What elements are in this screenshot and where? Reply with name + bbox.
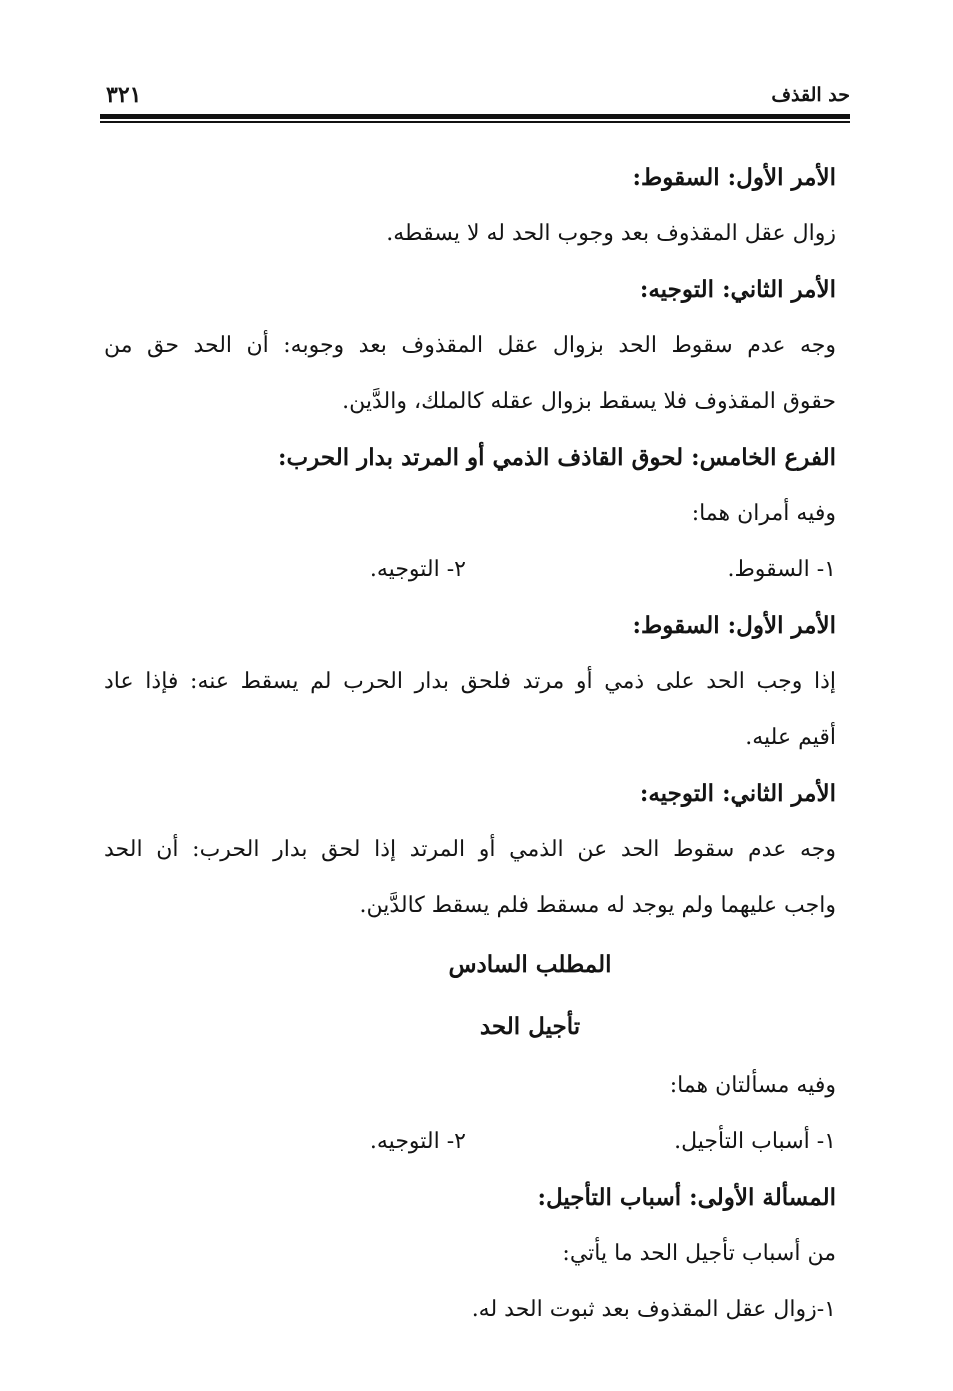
- running-header: [100, 78, 850, 114]
- chapter-section-title: المطلب السادس: [448, 951, 612, 978]
- chapter-title: حد القذف: [771, 84, 850, 106]
- page-number: ٣٢١: [106, 82, 142, 108]
- section-heading: المسألة الأولى: أسباب التأجيل:: [537, 1184, 836, 1211]
- paragraph-line: إذا وجب الحد على ذمي أو مرتد فلحق بدار الحرب لم يسقط عنه: فإذا عاد: [104, 669, 836, 694]
- paragraph-line: حقوق المقذوف فلا يسقط بزوال عقله كالملك، والدَّين.: [342, 389, 836, 414]
- page-body: [104, 150, 836, 1338]
- paragraph-line: واجب عليهما ولم يوجد له مسقط فلم يسقط كالدَّين.: [359, 893, 836, 918]
- section-heading: الفرع الخامس: لحوق القاذف الذمي أو المرتد بدار الحرب:: [278, 444, 836, 471]
- paragraph-line: وجه عدم سقوط الحد بزوال عقل المقذوف بعد وجوبه: أن الحد حق من: [104, 333, 836, 358]
- chapter-section-subtitle: تأجيل الحد: [479, 1013, 581, 1040]
- paragraph-line: أقيم عليه.: [745, 725, 836, 750]
- paragraph-line: زوال عقل المقذوف بعد وجوب الحد له لا يسقطه.: [386, 221, 836, 246]
- subheading: الأمر الأول: السقوط:: [632, 164, 836, 191]
- header-rule-thick: [100, 114, 850, 119]
- enumerated-list: [104, 542, 836, 598]
- list-item: ٢- التوجيه.: [369, 1129, 466, 1154]
- list-item: ١- أسباب التأجيل.: [674, 1129, 836, 1154]
- paragraph-line: ١-زوال عقل المقذوف بعد ثبوت الحد له.: [471, 1297, 836, 1322]
- paragraph-line: من أسباب تأجيل الحد ما يأتي:: [562, 1241, 836, 1266]
- list-item: ٢- التوجيه.: [369, 557, 466, 582]
- subheading: الأمر الثاني: التوجيه:: [639, 276, 836, 303]
- subheading: الأمر الأول: السقوط:: [632, 612, 836, 639]
- paragraph-line: وجه عدم سقوط الحد عن الذمي أو المرتد إذا لحق بدار الحرب: أن الحد: [104, 837, 836, 862]
- enumerated-list: [104, 1114, 836, 1170]
- header-rule-thin: [100, 121, 850, 123]
- paragraph-line: وفيه مسألتان هما:: [669, 1073, 836, 1098]
- paragraph-line: وفيه أمران هما:: [691, 501, 836, 526]
- list-item: ١- السقوط.: [727, 557, 836, 582]
- subheading: الأمر الثاني: التوجيه:: [639, 780, 836, 807]
